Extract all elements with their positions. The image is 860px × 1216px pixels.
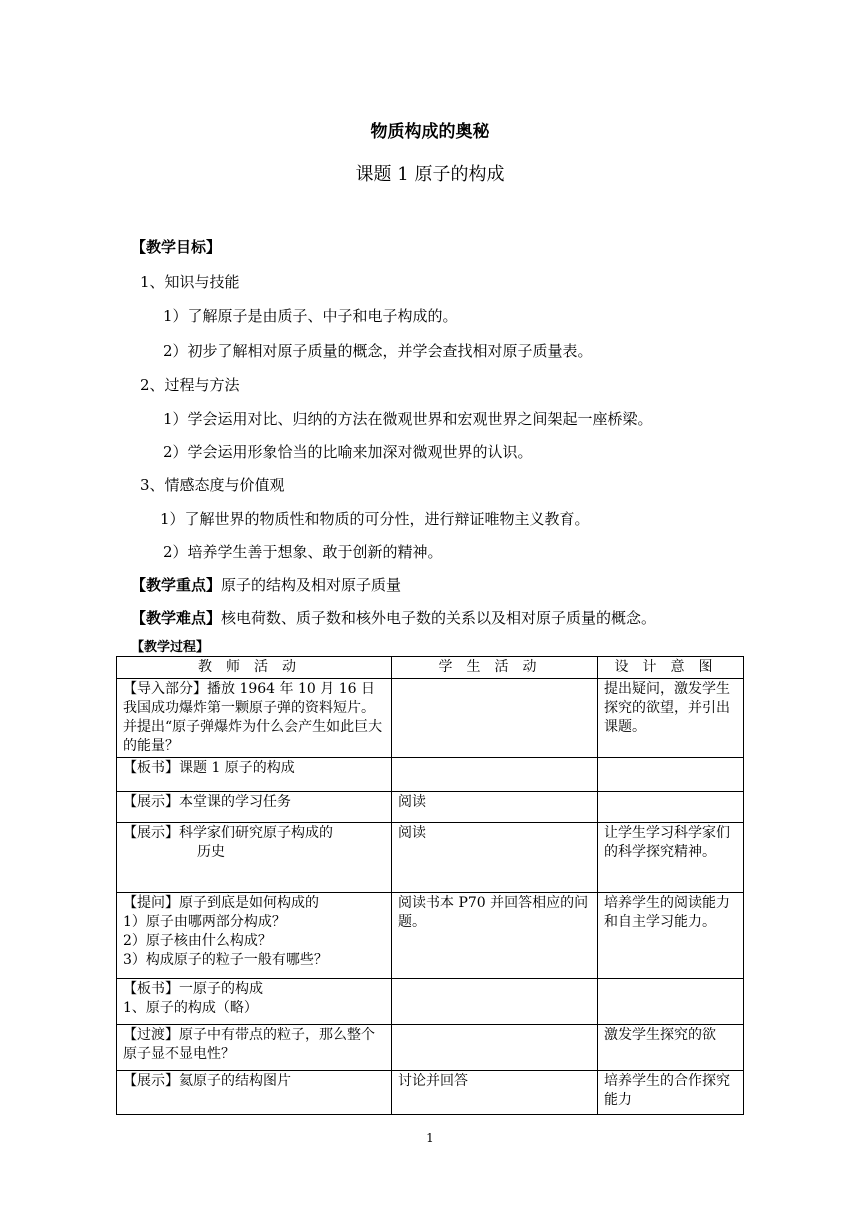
table-header-row xyxy=(117,657,744,679)
document-subtitle: 课题 1 原子的构成 xyxy=(355,164,505,185)
table-row xyxy=(117,823,744,893)
difficulty-label: 【教学难点】 xyxy=(131,609,222,627)
teaching-focus xyxy=(131,574,401,595)
student-cell xyxy=(392,1025,598,1071)
teacher-cell: 【展示】科学家们研究原子构成的 历史 xyxy=(117,823,392,893)
student-cell: 阅读书本 P70 并回答相应的问题。 xyxy=(392,893,598,979)
process-label: 【教学过程】 xyxy=(131,640,210,655)
header-teacher: 教师活动 xyxy=(117,657,392,679)
design-cell: 提出疑问，激发学生探究的欲望，并引出课题。 xyxy=(598,679,744,758)
focus-text: 原子的结构及相对原子质量 xyxy=(221,576,402,594)
table-row xyxy=(117,792,744,823)
teacher-cell: 【展示】氦原子的结构图片 xyxy=(117,1071,392,1115)
page-number: 1 xyxy=(426,1131,434,1145)
teacher-cell: 【导入部分】播放 1964 年 10 月 16 日我国成功爆炸第一颗原子弹的资料短片。并提出“原子弹爆炸为什么会产生如此巨大的能量？ xyxy=(117,679,392,758)
teacher-cell: 【提问】原子到底是如何构成的 1）原子由哪两部分构成？ 2）原子核由什么构成？ 3）构成原子的粒子一般有哪些？ xyxy=(117,893,392,979)
student-cell: 阅读 xyxy=(392,823,598,893)
goal2-item: 2）学会运用形象恰当的比喻来加深对微观世界的认识。 xyxy=(163,443,533,461)
design-cell: 培养学生的阅读能力和自主学习能力。 xyxy=(598,893,744,979)
goal3-title: 3、情感态度与价值观 xyxy=(140,476,285,494)
table-row xyxy=(117,1025,744,1071)
teacher-cell: 【过渡】原子中有带点的粒子，那么整个原子显不显电性？ xyxy=(117,1025,392,1071)
teacher-cell: 【板书】一原子的构成 1、原子的构成（略） xyxy=(117,979,392,1025)
student-cell: 阅读 xyxy=(392,792,598,823)
student-cell xyxy=(392,979,598,1025)
focus-label: 【教学重点】 xyxy=(131,576,222,594)
student-cell xyxy=(392,679,598,758)
teaching-process-table xyxy=(116,656,744,1115)
design-cell: 激发学生探究的欲 xyxy=(598,1025,744,1071)
table-row xyxy=(117,893,744,979)
table-row xyxy=(117,758,744,792)
student-cell xyxy=(392,758,598,792)
goal3-item: 1）了解世界的物质性和物质的可分性，进行辩证唯物主义教育。 xyxy=(160,510,590,528)
header-design: 设计意图 xyxy=(598,657,744,679)
design-cell xyxy=(598,792,744,823)
student-cell: 讨论并回答 xyxy=(392,1071,598,1115)
teaching-difficulty xyxy=(131,607,656,628)
table-row xyxy=(117,1071,744,1115)
difficulty-text: 核电荷数、质子数和核外电子数的关系以及相对原子质量的概念。 xyxy=(221,609,657,627)
goal2-title: 2、过程与方法 xyxy=(140,376,240,394)
table-row xyxy=(117,679,744,758)
goals-header: 【教学目标】 xyxy=(131,238,222,256)
design-cell xyxy=(598,758,744,792)
header-student: 学生活动 xyxy=(392,657,598,679)
document-title: 物质构成的奥秘 xyxy=(370,122,490,142)
goal1-item: 1）了解原子是由质子、中子和电子构成的。 xyxy=(163,307,458,325)
design-cell: 培养学生的合作探究能力 xyxy=(598,1071,744,1115)
teacher-cell: 【展示】本堂课的学习任务 xyxy=(117,792,392,823)
table-row xyxy=(117,979,744,1025)
design-cell: 让学生学习科学家们的科学探究精神。 xyxy=(598,823,744,893)
goal1-item: 2）初步了解相对原子质量的概念，并学会查找相对原子质量表。 xyxy=(163,342,593,360)
teacher-cell: 【板书】课题 1 原子的构成 xyxy=(117,758,392,792)
design-cell xyxy=(598,979,744,1025)
goal3-item: 2）培养学生善于想象、敢于创新的精神。 xyxy=(163,543,443,561)
goal1-title: 1、知识与技能 xyxy=(140,273,240,291)
goal2-item: 1）学会运用对比、归纳的方法在微观世界和宏观世界之间架起一座桥梁。 xyxy=(163,410,653,428)
